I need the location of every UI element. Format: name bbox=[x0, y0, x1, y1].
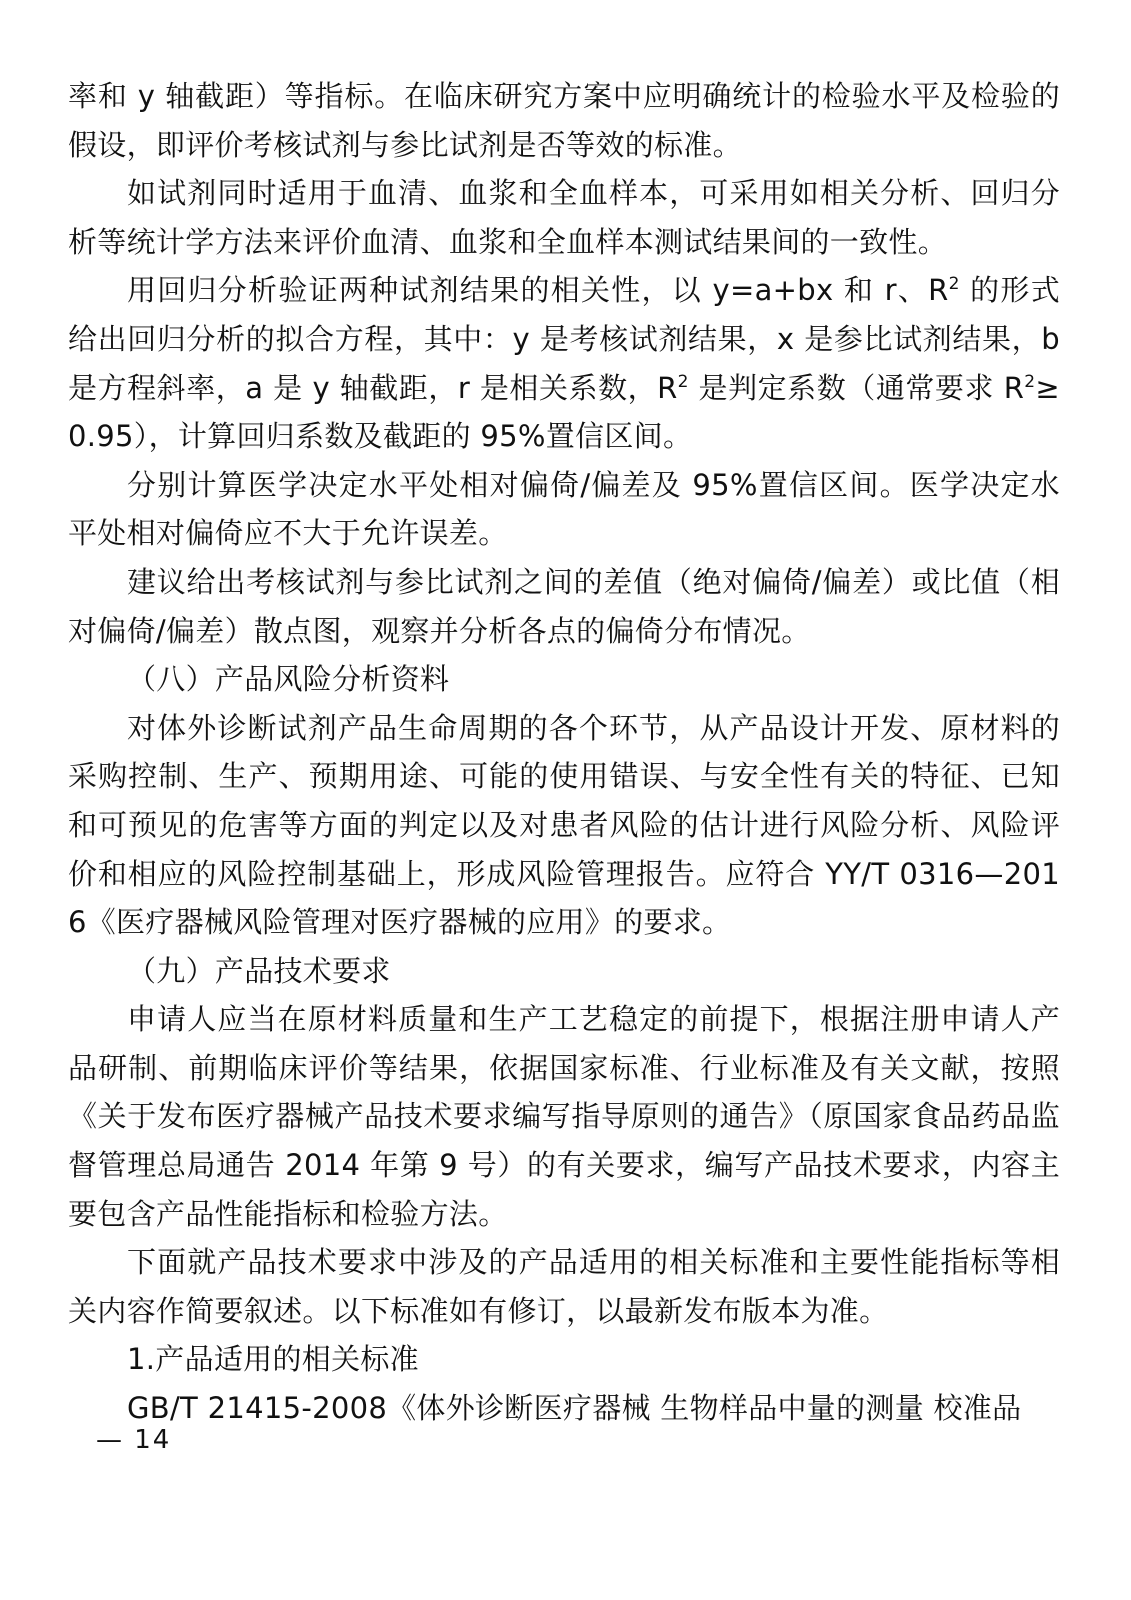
paragraph-continuation: 率和 y 轴截距）等指标。在临床研究方案中应明确统计的检验水平及检验的假设，即评价考核试剂与参比试剂是否等效的标准。 bbox=[68, 79, 1060, 162]
section-heading-technical-requirements: （九）产品技术要求 bbox=[127, 953, 391, 988]
superscript-2: 2 bbox=[948, 274, 960, 295]
regression-text-part-2: 的形式给出回归分析的拟合方程，其中：y 是考核试剂结果，x 是参比试剂结果，b 是方程斜率，a 是 y 轴截距，r 是相关系数，R bbox=[68, 273, 1061, 405]
paragraph-standard-gbt21415: GB/T 21415-2008《体外诊断医疗器械 生物样品中量的测量 校准品 bbox=[127, 1391, 1022, 1426]
page-number: — 14 bbox=[96, 1425, 172, 1455]
paragraph-serum-plasma: 如试剂同时适用于血清、血浆和全血样本，可采用如相关分析、回归分析等统计学方法来评价血清、血浆和全血样本测试结果间的一致性。 bbox=[68, 176, 1060, 259]
regression-text-part-3: 是判定系数（通常要求 R bbox=[688, 370, 1025, 405]
regression-text-part-1: 用回归分析验证两种试剂结果的相关性，以 y=a+bx 和 r、R bbox=[127, 273, 949, 308]
superscript-2: 2 bbox=[1024, 371, 1036, 392]
paragraph-standards-intro: 下面就产品技术要求中涉及的产品适用的相关标准和主要性能指标等相关内容作简要叙述。以下标准如有修订，以最新发布版本为准。 bbox=[68, 1245, 1060, 1328]
paragraph-technical-requirements: 申请人应当在原材料质量和生产工艺稳定的前提下，根据注册申请人产品研制、前期临床评价等结果，依据国家标准、行业标准及有关文献，按照《关于发布医疗器械产品技术要求编写指导原则的通告》（原国家食品药品监督管理总局通告 2014 年第 9 号）的有关要求，编写产品技术要求，内容主要包含产品性能指标和检验方法。 bbox=[68, 1002, 1060, 1231]
paragraph-regression bbox=[68, 266, 1060, 460]
document-page bbox=[68, 72, 1060, 1433]
section-heading-risk-analysis: （八）产品风险分析资料 bbox=[127, 662, 450, 697]
paragraph-scatter-plot: 建议给出考核试剂与参比试剂之间的差值（绝对偏倚/偏差）或比值（相对偏倚/偏差）散点图，观察并分析各点的偏倚分布情况。 bbox=[68, 564, 1060, 648]
section-heading-applicable-standards: 1.产品适用的相关标准 bbox=[127, 1342, 419, 1377]
paragraph-relative-bias: 分别计算医学决定水平处相对偏倚/偏差及 95%置信区间。医学决定水平处相对偏倚应不大于允许误差。 bbox=[68, 467, 1060, 551]
regression-text-part-4: ≥ 0.95），计算回归系数及截距的 95%置信区间。 bbox=[68, 370, 1060, 454]
paragraph-risk-analysis: 对体外诊断试剂产品生命周期的各个环节，从产品设计开发、原材料的采购控制、生产、预期用途、可能的使用错误、与安全性有关的特征、已知和可预见的危害等方面的判定以及对患者风险的估计进行风险分析、风险评价和相应的风险控制基础上，形成风险管理报告。应符合 YY/T 0316—2016《医疗器械风险管理对医疗器械的应用》的要求。 bbox=[68, 710, 1060, 940]
superscript-2: 2 bbox=[677, 371, 689, 392]
